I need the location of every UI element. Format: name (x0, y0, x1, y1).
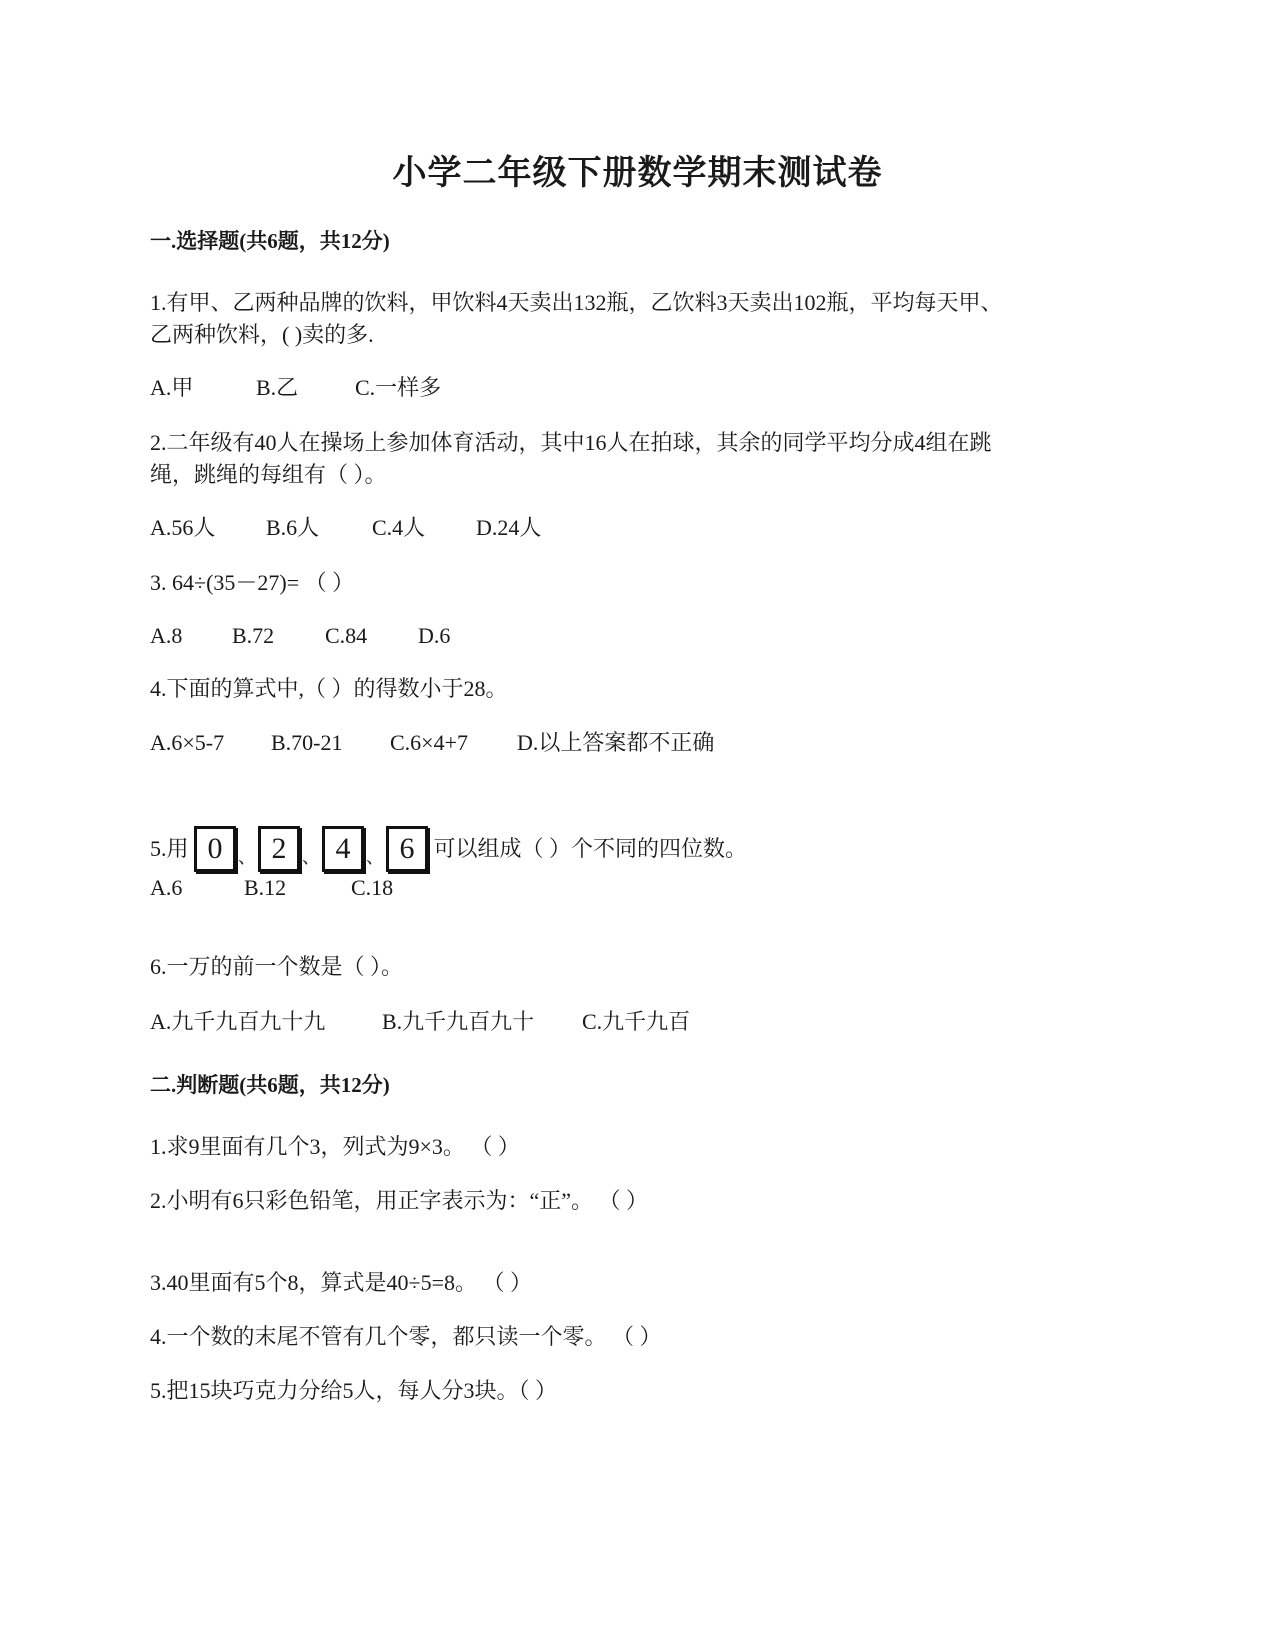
question-4-option-a: A.6×5-7 (150, 730, 225, 755)
question-4-option-b: B.70-21 (271, 730, 343, 755)
question-2-option-c: C.4人 (372, 515, 426, 540)
digit-card-4: 4 (322, 826, 364, 872)
question-1-option-b: B.乙 (256, 375, 299, 400)
judgment-item-4: 4.一个数的末尾不管有几个零，都只读一个零。 （ ） (150, 1324, 662, 1349)
question-2-text-line2: 绳，跳绳的每组有（ ）。 (150, 462, 387, 487)
judgment-item-2: 2.小明有6只彩色铅笔，用正字表示为：“正”。 （ ） (150, 1188, 649, 1213)
judgment-item-3: 3.40里面有5个8，算式是40÷5=8。 （ ） (150, 1270, 532, 1295)
judgment-item-5: 5.把15块巧克力分给5人，每人分3块。（ ） (150, 1378, 558, 1403)
question-2-text-line1: 2.二年级有40人在操场上参加体育活动，其中16人在拍球，其余的同学平均分成4组在跳 (150, 430, 992, 455)
question-5-option-c: C.18 (351, 875, 394, 900)
question-1-options (150, 373, 441, 403)
question-6-text: 6.一万的前一个数是（ ）。 (150, 954, 404, 979)
question-4-text: 4.下面的算式中,（ ）的得数小于28。 (150, 676, 508, 701)
card-separator: 、 (366, 847, 385, 867)
question-6-options (150, 1007, 690, 1037)
question-1-option-c: C.一样多 (355, 375, 442, 400)
question-5-suffix: 可以组成（ ）个不同的四位数。 (433, 836, 748, 861)
question-1-text-line2: 乙两种饮料，( )卖的多. (150, 322, 374, 347)
section-heading-choice: 一.选择题(共6题，共12分) (150, 229, 390, 253)
question-6-option-a: A.九千九百九十九 (150, 1009, 326, 1034)
card-separator: 、 (238, 847, 257, 867)
question-4-option-c: C.6×4+7 (390, 730, 468, 755)
digit-card-0: 0 (194, 826, 236, 872)
question-1-option-a: A.甲 (150, 375, 194, 400)
section-heading-true-false: 二.判断题(共6题，共12分) (150, 1073, 390, 1097)
question-6-option-c: C.九千九百 (582, 1009, 691, 1034)
question-5-prefix: 5.用 (150, 836, 189, 861)
question-2-option-d: D.24人 (476, 515, 542, 540)
question-4-option-d: D.以上答案都不正确 (517, 730, 715, 755)
digit-card-6: 6 (386, 826, 428, 872)
page-title: 小学二年级下册数学期末测试卷 (392, 153, 883, 193)
judgment-item-1: 1.求9里面有几个3，列式为9×3。 （ ） (150, 1134, 520, 1159)
question-3-option-a: A.8 (150, 623, 183, 648)
question-2-option-b: B.6人 (266, 515, 320, 540)
question-5-option-b: B.12 (244, 875, 287, 900)
card-separator: 、 (302, 847, 321, 867)
question-3-options (150, 621, 450, 651)
question-2-options (150, 513, 541, 543)
question-3-option-c: C.84 (325, 623, 368, 648)
digit-card-2: 2 (258, 826, 300, 872)
question-2-option-a: A.56人 (150, 515, 216, 540)
question-3-option-b: B.72 (232, 623, 275, 648)
question-6-option-b: B.九千九百九十 (382, 1009, 535, 1034)
question-4-options (150, 728, 714, 758)
question-5-options (150, 873, 393, 903)
question-5-option-a: A.6 (150, 875, 183, 900)
question-3-option-d: D.6 (418, 623, 451, 648)
question-1-text-line1: 1.有甲、乙两种品牌的饮料，甲饮料4天卖出132瓶，乙饮料3天卖出102瓶，平均每天甲、 (150, 290, 1003, 315)
question-3-text: 3. 64÷(35－27)= （ ） (150, 570, 355, 595)
